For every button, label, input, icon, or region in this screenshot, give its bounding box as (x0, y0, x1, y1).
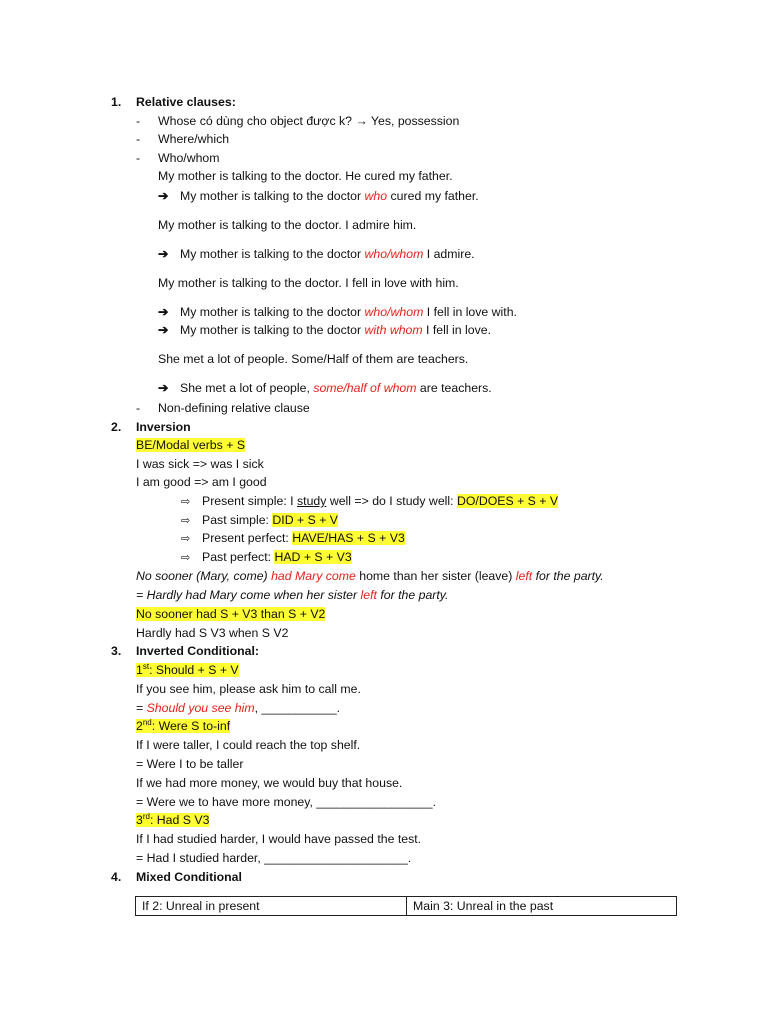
dash-bullet: - (136, 401, 141, 415)
conditional-2-example: If we had more money, we would buy that house. (136, 776, 403, 790)
conditional-1-answer: = Should you see him, ___________. (136, 701, 341, 715)
table-cell-main3: Main 3: Unreal in the past (407, 897, 677, 916)
answer-line: ➔ My mother is talking to the doctor who cured my father. (158, 189, 479, 203)
section-2-number: 2. (111, 420, 122, 434)
answer-line: ➔ My mother is talking to the doctor who/whom I admire. (158, 247, 475, 261)
mixed-conditional-table (135, 896, 677, 916)
example-sick: I was sick => was I sick (136, 457, 264, 471)
arrow-item-icon (181, 493, 202, 510)
example-sentence: My mother is talking to the doctor. He cured my father. (158, 169, 453, 183)
section-4-number: 4. (111, 870, 122, 884)
conditional-1-rule: 1st: Should + S + V (136, 662, 239, 677)
arrow-item-icon (181, 530, 202, 547)
section-3-heading: Inverted Conditional: (136, 644, 259, 658)
example-good: I am good => am I good (136, 475, 267, 489)
arrow-item-icon (181, 549, 202, 566)
right-arrow-icon: ➔ (158, 305, 169, 319)
table-cell-if2: If 2: Unreal in present (136, 897, 407, 916)
answer-line: ➔ My mother is talking to the doctor who/whom I fell in love with. (158, 305, 517, 319)
dash-bullet: - (136, 132, 141, 146)
section-4-heading: Mixed Conditional (136, 870, 242, 884)
dash-bullet: - (136, 114, 141, 128)
example-sentence: She met a lot of people. Some/Half of them are teachers. (158, 352, 469, 366)
past-perfect-rule: Past perfect: HAD + S + V3 (202, 550, 352, 564)
bullet-whose: Whose có dùng cho object được k? → Yes, possession (158, 114, 460, 128)
conditional-2-answer: = Were I to be taller (136, 757, 244, 771)
conditional-3-answer: = Had I studied harder, _____________________. (136, 851, 412, 865)
conditional-3-rule: 3rd: Had S V3 (136, 812, 210, 827)
table-row (136, 897, 677, 916)
present-simple-rule: Present simple: I study well => do I study well: DO/DOES + S + V (202, 494, 559, 508)
right-arrow-icon: ➔ (158, 189, 169, 203)
section-1-number: 1. (111, 95, 122, 109)
right-arrow-icon: ➔ (158, 323, 169, 337)
answer-line: ➔ She met a lot of people, some/half of whom are teachers. (158, 381, 492, 395)
example-sentence: My mother is talking to the doctor. I fell in love with him. (158, 276, 459, 290)
conditional-2-example: If I were taller, I could reach the top shelf. (136, 738, 361, 752)
conditional-3-example: If I had studied harder, I would have passed the test. (136, 832, 422, 846)
outline-arrow-icon: ⇨ (181, 552, 191, 564)
dash-bullet: - (136, 151, 141, 165)
be-modal-rule: BE/Modal verbs + S (136, 438, 246, 452)
bullet-where-which: Where/which (158, 132, 230, 146)
example-sentence: My mother is talking to the doctor. I admire him. (158, 218, 417, 232)
section-2-heading: Inversion (136, 420, 191, 434)
section-1-heading: Relative clauses: (136, 95, 236, 109)
outline-arrow-icon: ⇨ (181, 533, 191, 545)
right-arrow-icon: ➔ (158, 381, 169, 395)
right-arrow-icon: ➔ (158, 247, 169, 261)
hardly-example: = Hardly had Mary come when her sister left for the party. (136, 588, 449, 602)
bullet-non-defining: Non-defining relative clause (158, 401, 310, 415)
hardly-formula: Hardly had S V3 when S V2 (136, 626, 289, 640)
outline-arrow-icon: ⇨ (181, 496, 191, 508)
outline-arrow-icon: ⇨ (181, 515, 191, 527)
conditional-2-rule: 2nd: Were S to-inf (136, 718, 231, 733)
section-3-number: 3. (111, 644, 122, 658)
bullet-who-whom: Who/whom (158, 151, 220, 165)
arrow-item-icon (181, 512, 202, 529)
conditional-1-example: If you see him, please ask him to call me. (136, 682, 361, 696)
answer-line: ➔ My mother is talking to the doctor with whom I fell in love. (158, 323, 491, 337)
past-simple-rule: Past simple: DID + S + V (202, 513, 339, 527)
no-sooner-formula: No sooner had S + V3 than S + V2 (136, 607, 326, 621)
present-perfect-rule: Present perfect: HAVE/HAS + S + V3 (202, 531, 405, 545)
conditional-2-answer: = Were we to have more money, _________________. (136, 795, 437, 809)
no-sooner-example: No sooner (Mary, come) had Mary come home than her sister (leave) left for the party. (136, 569, 604, 583)
